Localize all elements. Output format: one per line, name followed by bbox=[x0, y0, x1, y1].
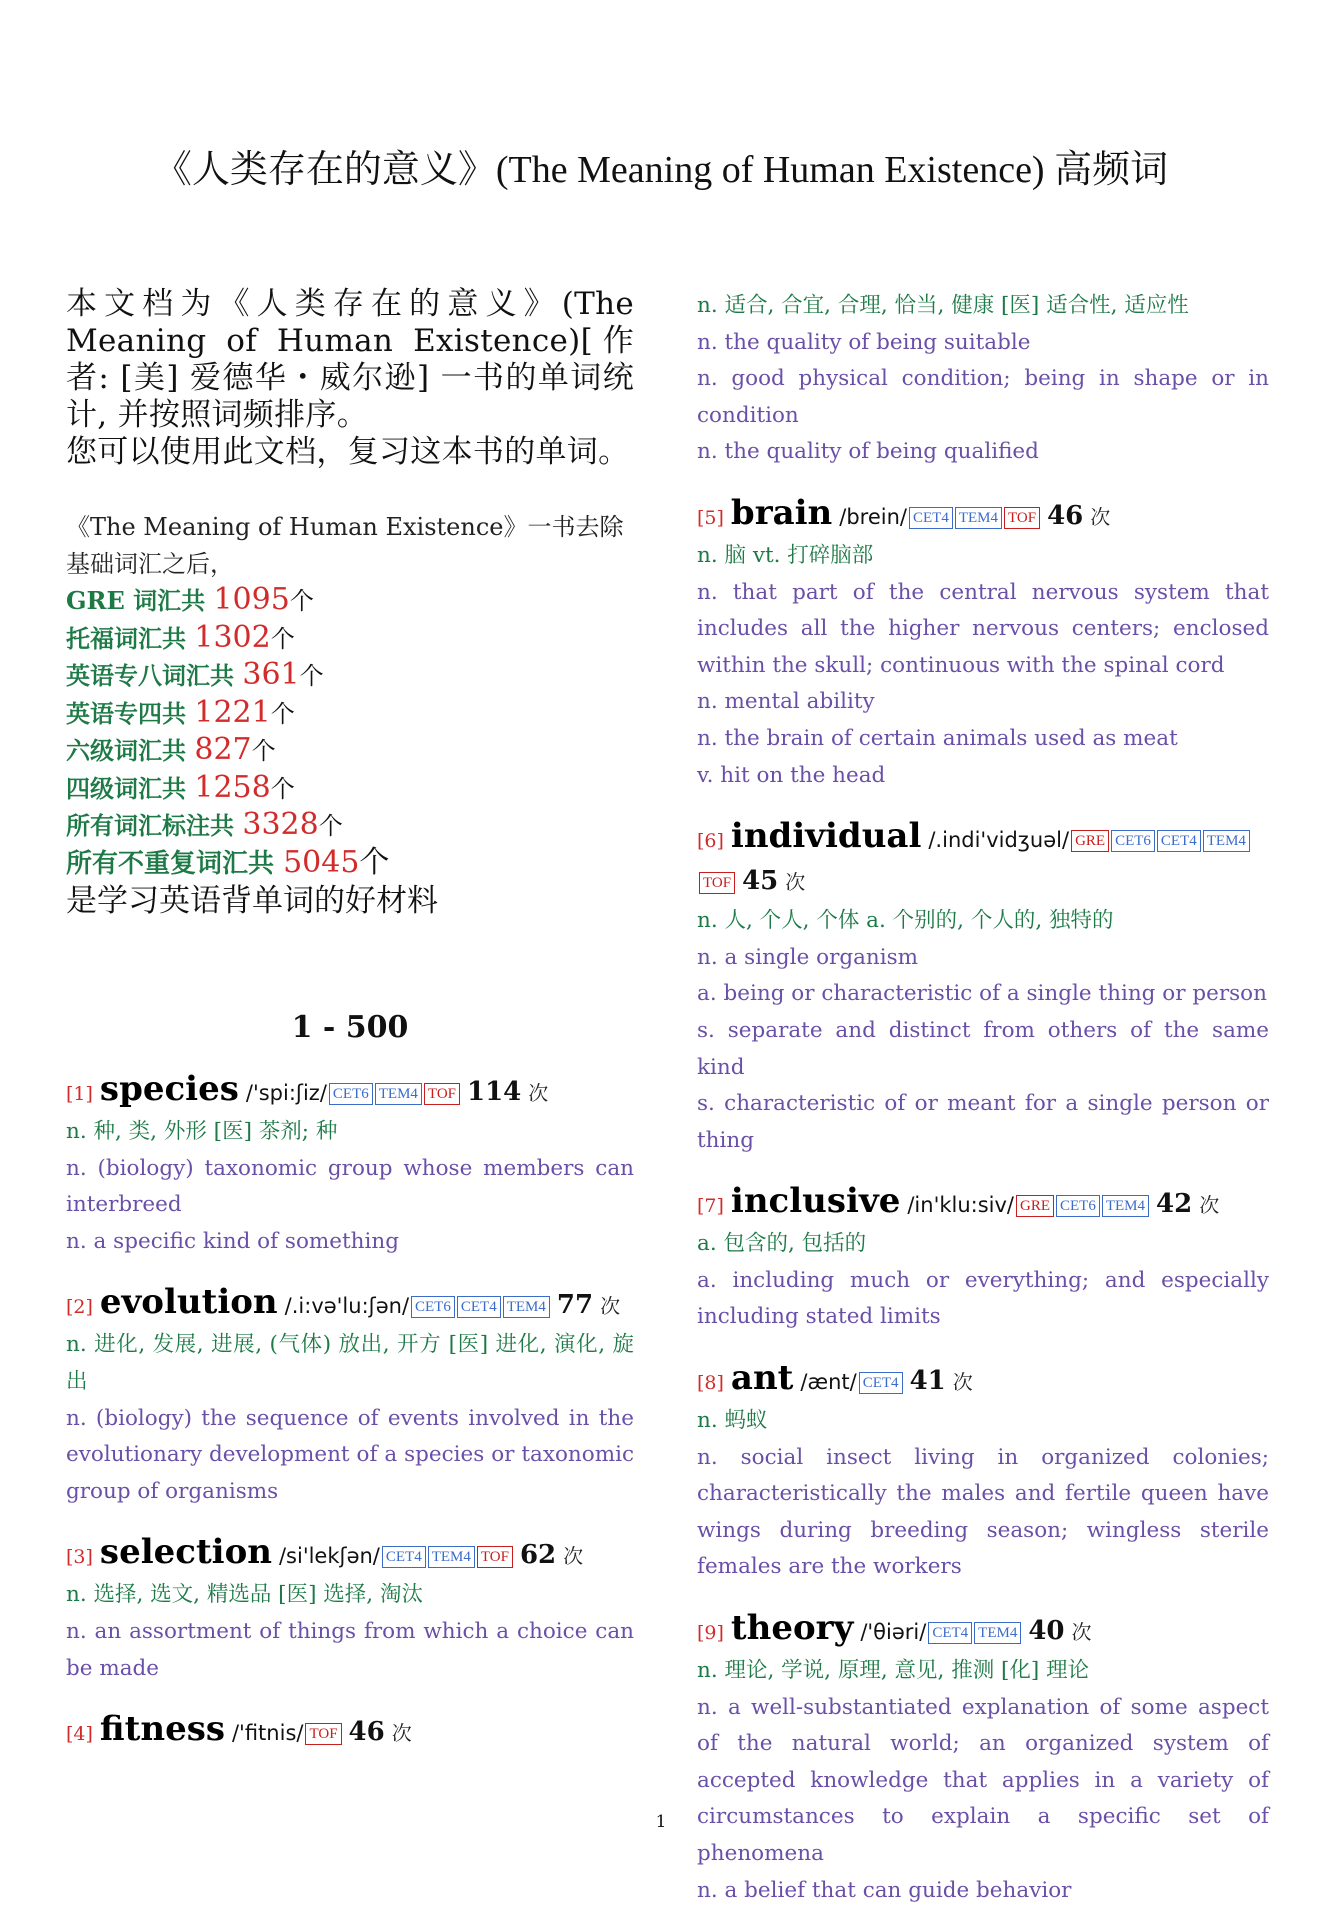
page-number: 1 bbox=[655, 1812, 667, 1832]
phonetic: /in'klu:siv/ bbox=[907, 1193, 1014, 1218]
exam-tag: CET4 bbox=[1157, 830, 1201, 852]
definition-zh: n. 脑 vt. 打碎脑部 bbox=[697, 542, 874, 568]
headword: brain bbox=[730, 492, 833, 533]
definition-zh: n. 理论, 学说, 原理, 意见, 推测 [化] 理论 bbox=[697, 1658, 1090, 1684]
count-unit: 次 bbox=[785, 870, 806, 895]
stat-unit: 个 bbox=[251, 737, 276, 765]
exam-tag: TEM4 bbox=[955, 507, 1002, 529]
stat-row bbox=[66, 770, 634, 808]
stat-row bbox=[66, 732, 634, 770]
exam-tag: CET4 bbox=[928, 1622, 972, 1644]
frequency-count: 114 bbox=[467, 1077, 522, 1107]
entry-index: [3] bbox=[66, 1546, 93, 1569]
definition-en: n. an assortment of things from which a choice can be made bbox=[66, 1618, 634, 1681]
definition-en: a. including much or everything; and especially including stated limits bbox=[697, 1267, 1269, 1330]
definition-en: n. a single organism bbox=[697, 944, 919, 970]
entry-header bbox=[697, 493, 1269, 538]
exam-tag: TOF bbox=[305, 1723, 341, 1745]
vocab-summary bbox=[66, 509, 634, 920]
count-unit: 次 bbox=[391, 1721, 412, 1746]
entry-header bbox=[697, 1181, 1269, 1226]
summary-closing: 是学习英语背单词的好材料 bbox=[66, 883, 438, 919]
definition-en: a. being or characteristic of a single thing or person bbox=[697, 981, 1267, 1007]
intro-text bbox=[66, 286, 634, 471]
frequency-count: 77 bbox=[556, 1290, 594, 1321]
definition-en: n. a specific kind of something bbox=[66, 1228, 399, 1254]
exam-tag: CET4 bbox=[859, 1372, 903, 1394]
stat-row bbox=[66, 620, 634, 658]
definition-en: s. characteristic of or meant for a single person or thing bbox=[697, 1091, 1269, 1153]
frequency-count: 41 bbox=[909, 1366, 946, 1397]
stat-unit: 个 bbox=[270, 624, 295, 653]
count-unit: 次 bbox=[1199, 1193, 1220, 1218]
exam-tag: TOF bbox=[1004, 507, 1040, 529]
exam-tag: CET4 bbox=[909, 507, 953, 529]
entry-index: [1] bbox=[66, 1083, 93, 1105]
stat-label: 英语专八词汇共 bbox=[66, 661, 243, 690]
headword: inclusive bbox=[730, 1181, 901, 1222]
phonetic: /ænt/ bbox=[800, 1370, 857, 1395]
phonetic: /.indi'vidʒuəl/ bbox=[928, 828, 1070, 853]
stat-value: 1258 bbox=[194, 769, 271, 805]
word-entry-continued bbox=[697, 288, 1269, 471]
entry-index: [4] bbox=[66, 1723, 93, 1746]
word-entry bbox=[697, 816, 1269, 1159]
entry-header bbox=[66, 1532, 634, 1577]
stat-unit: 个 bbox=[270, 699, 295, 728]
frequency-count: 62 bbox=[519, 1540, 557, 1571]
intro-line-1: 本文档为《人类存在的意义》(The Meaning of Human Existence)[作者: [美] 爱德华・威尔逊] 一书的单词统计, 并按照词频排序。 bbox=[66, 286, 634, 433]
definition-zh: n. 人, 个人, 个体 a. 个别的, 个人的, 独特的 bbox=[697, 908, 1114, 934]
exam-tag: GRE bbox=[1016, 1195, 1054, 1217]
stat-value: 1221 bbox=[194, 694, 271, 730]
entry-index: [9] bbox=[697, 1622, 724, 1645]
headword: theory bbox=[730, 1608, 854, 1649]
frequency-count: 45 bbox=[742, 866, 779, 897]
word-entry bbox=[66, 1069, 634, 1260]
definition-zh: n. 进化, 发展, 进展, (气体) 放出, 开方 [医] 进化, 演化, 旋出 bbox=[66, 1332, 634, 1394]
stat-label: 托福词汇共 bbox=[66, 623, 195, 653]
entry-header bbox=[66, 1282, 634, 1327]
definition-en: n. a belief that can guide behavior bbox=[697, 1877, 1072, 1903]
exam-tag: TOF bbox=[424, 1083, 460, 1105]
definition-en: n. mental ability bbox=[697, 689, 875, 715]
word-entry bbox=[697, 1181, 1269, 1336]
exam-tag: TEM4 bbox=[1102, 1195, 1149, 1217]
stat-label: 英语专四共 bbox=[66, 698, 195, 728]
exam-tag: TEM4 bbox=[428, 1546, 475, 1568]
definition-zh: n. 选择, 选文, 精选品 [医] 选择, 淘汰 bbox=[66, 1582, 423, 1608]
frequency-count: 42 bbox=[1156, 1189, 1193, 1220]
definition-zh: n. 适合, 合宜, 合理, 恰当, 健康 [医] 适合性, 适应性 bbox=[697, 293, 1189, 318]
exam-tag: CET6 bbox=[411, 1296, 455, 1318]
stat-unit: 个 bbox=[318, 812, 343, 840]
headword: species bbox=[99, 1069, 239, 1109]
word-entry bbox=[66, 1532, 634, 1687]
frequency-count: 40 bbox=[1028, 1616, 1065, 1647]
stat-row bbox=[66, 582, 634, 620]
entries-left bbox=[66, 1069, 634, 1754]
entry-header bbox=[697, 1358, 1269, 1403]
entry-index: [5] bbox=[697, 506, 724, 529]
exam-tag: CET4 bbox=[457, 1296, 501, 1318]
stat-value: 1095 bbox=[213, 582, 290, 617]
headword: fitness bbox=[99, 1709, 225, 1750]
exam-tag: CET6 bbox=[1111, 830, 1155, 852]
exam-tag: TEM4 bbox=[974, 1622, 1021, 1644]
definition-en: n. a well-substantiated explanation of some aspect of the natural world; an organized system of accepted knowledge that applies in a variety of circumstances to explain a specific set of phenomena bbox=[697, 1694, 1269, 1866]
word-entry bbox=[66, 1282, 634, 1510]
exam-tag: TEM4 bbox=[503, 1296, 550, 1318]
stat-value: 5045 bbox=[283, 844, 360, 880]
definition-zh: n. 种, 类, 外形 [医] 茶剂; 种 bbox=[66, 1119, 338, 1144]
phonetic: /'fitnis/ bbox=[231, 1721, 304, 1746]
stat-label: GRE 词汇共 bbox=[66, 586, 214, 615]
summary-lead: 《The Meaning of Human Existence》一书去除基础词汇之后， bbox=[66, 513, 624, 578]
stat-label: 四级词汇共 bbox=[66, 773, 195, 803]
exam-tag: TOF bbox=[477, 1546, 513, 1568]
definition-en: v. hit on the head bbox=[697, 762, 886, 788]
phonetic: /'θiəri/ bbox=[860, 1620, 927, 1645]
exam-tag: CET4 bbox=[382, 1546, 426, 1568]
word-entry bbox=[697, 493, 1269, 794]
headword: selection bbox=[99, 1532, 272, 1573]
entry-header bbox=[697, 816, 1269, 903]
word-entry bbox=[697, 1358, 1269, 1586]
entry-header bbox=[66, 1709, 634, 1754]
entry-header bbox=[66, 1069, 634, 1114]
stat-unit: 个 bbox=[270, 774, 295, 803]
exam-tag: CET6 bbox=[1056, 1195, 1100, 1217]
entry-index: [2] bbox=[66, 1296, 93, 1319]
stat-unit: 个 bbox=[359, 844, 390, 880]
count-unit: 次 bbox=[600, 1294, 621, 1319]
definition-zh: n. 蚂蚁 bbox=[697, 1408, 768, 1434]
phonetic: /si'lekʃən/ bbox=[278, 1544, 380, 1569]
stat-row bbox=[66, 657, 634, 695]
definition-en: n. good physical condition; being in shape or in condition bbox=[697, 366, 1269, 428]
count-unit: 次 bbox=[1090, 504, 1111, 529]
frequency-count: 46 bbox=[348, 1717, 385, 1748]
intro-line-2: 您可以使用此文档，复习这本书的单词。 bbox=[66, 434, 630, 470]
entry-header bbox=[697, 1608, 1269, 1653]
phonetic: /.i:və'lu:ʃən/ bbox=[284, 1294, 410, 1319]
definition-zh: a. 包含的, 包括的 bbox=[697, 1231, 867, 1257]
definition-en: n. (biology) the sequence of events involved in the evolutionary development of a species or taxonomic group of organisms bbox=[66, 1405, 634, 1504]
stat-value: 1302 bbox=[194, 619, 271, 655]
headword: individual bbox=[730, 816, 922, 857]
count-unit: 次 bbox=[563, 1544, 584, 1569]
stat-value: 361 bbox=[242, 657, 300, 692]
entry-index: [7] bbox=[697, 1195, 724, 1218]
count-unit: 次 bbox=[952, 1370, 973, 1395]
phonetic: /'spi:ʃiz/ bbox=[245, 1081, 327, 1105]
definition-en: n. the quality of being qualified bbox=[697, 439, 1039, 465]
left-column bbox=[66, 286, 634, 1776]
stat-value: 827 bbox=[194, 732, 252, 767]
exam-tag: TEM4 bbox=[375, 1083, 422, 1105]
headword: evolution bbox=[99, 1282, 278, 1323]
frequency-count: 46 bbox=[1047, 500, 1084, 531]
definition-en: n. (biology) taxonomic group whose members can interbreed bbox=[66, 1155, 634, 1218]
exam-tag: TEM4 bbox=[1203, 830, 1250, 852]
stat-unit: 个 bbox=[289, 587, 314, 615]
headword: ant bbox=[730, 1358, 794, 1399]
exam-tag: CET6 bbox=[329, 1083, 373, 1105]
right-column bbox=[697, 288, 1269, 1931]
stat-label: 所有词汇标注共 bbox=[66, 811, 243, 840]
count-unit: 次 bbox=[1071, 1620, 1092, 1645]
stat-unit: 个 bbox=[299, 662, 324, 690]
stat-row bbox=[66, 845, 634, 883]
exam-tag: GRE bbox=[1071, 830, 1109, 852]
definition-en: n. social insect living in organized colonies; characteristically the males and fertile queen have wings during breeding season; wingless sterile females are the workers bbox=[697, 1444, 1269, 1580]
word-entry bbox=[697, 1608, 1269, 1909]
exam-tag: TOF bbox=[699, 872, 735, 894]
stat-row bbox=[66, 695, 634, 733]
stat-value: 3328 bbox=[242, 807, 319, 842]
stat-label: 所有不重复词汇共 bbox=[66, 848, 284, 879]
stats-list bbox=[66, 582, 634, 882]
phonetic: /brein/ bbox=[839, 504, 907, 529]
definition-en: s. separate and distinct from others of the same kind bbox=[697, 1017, 1269, 1080]
count-unit: 次 bbox=[528, 1081, 549, 1105]
document-title: 《人类存在的意义》(The Meaning of Human Existence) 高频词 bbox=[153, 149, 1169, 191]
definition-en: n. that part of the central nervous system that includes all the higher nervous centers; enclosed within the skull; continuous with the spinal cord bbox=[697, 579, 1269, 678]
stat-row bbox=[66, 807, 634, 845]
definition-en: n. the quality of being suitable bbox=[697, 329, 1031, 355]
word-entry bbox=[66, 1709, 634, 1754]
definition-en: n. the brain of certain animals used as meat bbox=[697, 725, 1178, 751]
entry-index: [8] bbox=[697, 1372, 724, 1395]
range-heading: 1 - 500 bbox=[291, 1010, 409, 1045]
entries-right bbox=[697, 288, 1269, 1909]
stat-label: 六级词汇共 bbox=[66, 736, 195, 765]
entry-index: [6] bbox=[697, 830, 724, 853]
